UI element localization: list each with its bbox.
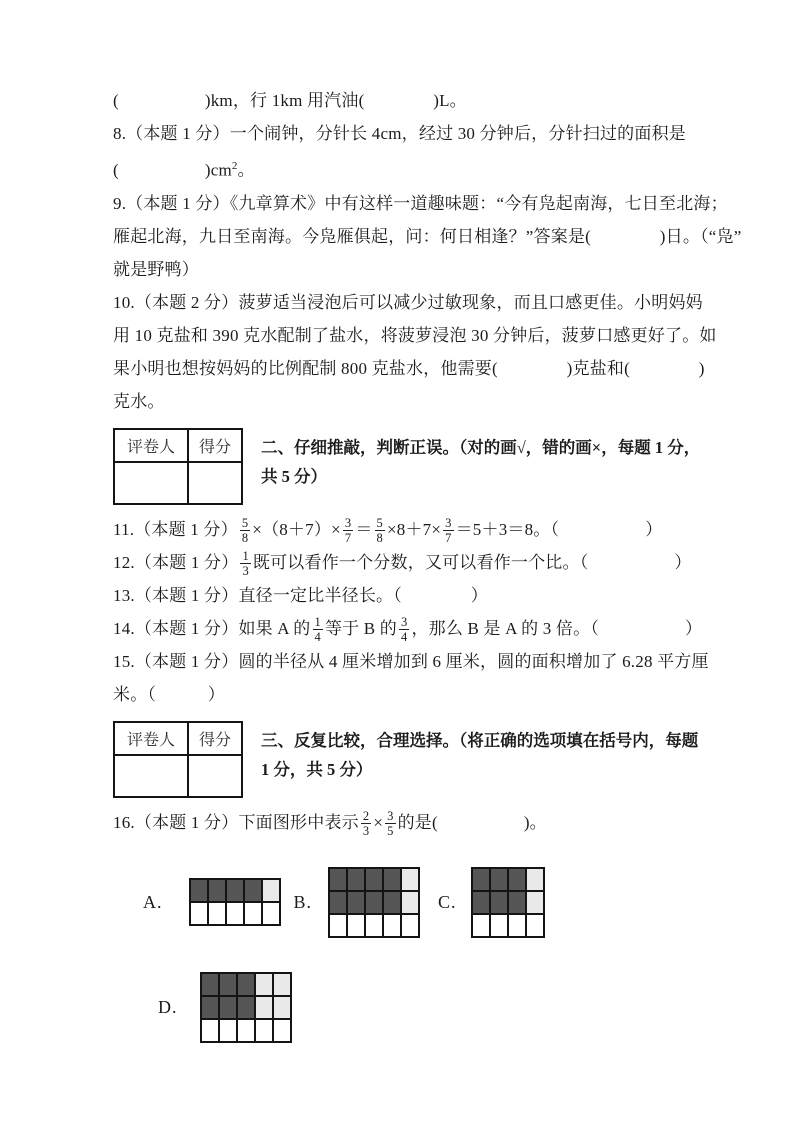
grid-cell [238,997,256,1020]
option-d [158,972,292,1043]
score-header-cell: 得分 [188,429,242,462]
grid-cell [348,915,366,938]
option-c-label: C. [438,891,457,912]
grid-cell [274,1020,292,1043]
grid-cell [509,892,527,915]
text-line: 共 5 分） [261,466,327,486]
grid-row [473,892,545,915]
option-d-label: D. [158,996,178,1017]
fraction: $\frac{1}{3}$ [242,548,249,578]
fraction: $\frac{3}{7}$ [344,515,352,545]
fraction: $\frac{3}{4}$ [401,614,408,644]
grid-cell [202,997,220,1020]
text-line: 用 10 克盐和 390 克水配制了盐水，将菠萝浸泡 30 分钟后，菠萝口感更好了。如 [113,325,717,345]
grid-row [191,903,281,926]
text-line: 1 分，共 5 分） [261,759,373,779]
text-line: 12.（本题 1 分） $\frac{1}{3}$ 既可以看作一个分数，又可以看作一个比。（ ） [113,548,692,578]
grid-cell [473,869,491,892]
grid-cell [245,880,263,903]
option-b-grid [328,867,420,938]
grid-cell [256,1020,274,1043]
grid-cell [527,915,545,938]
text-line: 16.（本题 1 分）下面图形中表示 $\frac{2}{3}$ × $\frac{3}{5}$ 的是( )。 [113,808,547,838]
grader-header-cell: 评卷人 [114,429,188,462]
grid-cell [238,974,256,997]
choice-question-16 [113,806,687,839]
grid-cell [202,974,220,997]
grid-cell [245,903,263,926]
fraction: $\frac{2}{3}$ [362,808,370,838]
grader-blank-cell [114,462,188,504]
grid-row [202,1020,292,1043]
grid-cell [227,903,245,926]
grid-cell [209,903,227,926]
text-line: 克水。 [113,391,165,411]
grid-cell [348,892,366,915]
grid-cell [256,997,274,1020]
grid-cell [209,880,227,903]
grid-row [202,997,292,1020]
fraction: $\frac{1}{4}$ [314,614,321,644]
score-table-section-2 [113,428,243,505]
text-line: 13.（本题 1 分）直径一定比半径长。（ ） [113,585,488,605]
grid-cell [491,915,509,938]
grid-cell [402,869,420,892]
grid-cell [384,869,402,892]
section-3-header [113,721,699,798]
judgment-questions-block [113,513,709,711]
score-header-cell: 得分 [188,722,242,755]
options-row-abc [113,867,687,938]
grid-cell [348,869,366,892]
grid-row [330,869,420,892]
grid-cell [274,974,292,997]
grid-cell [366,915,384,938]
fill-in-questions-block [113,84,742,418]
grid-cell [220,1020,238,1043]
text-line: 9.（本题 1 分）《九章算术》中有这样一道趣味题：“今有凫起南海，七日至北海； [113,193,728,213]
grid-cell [491,869,509,892]
section-3-title [261,721,698,784]
text-line: 8.（本题 1 分）一个闹钟，分针长 4cm，经过 30 分钟后，分针扫过的面积是 [113,124,686,143]
text-line: 10.（本题 2 分）菠萝适当浸泡后可以减少过敏现象，而且口感更佳。小明妈妈 [113,292,703,312]
text-line: 二、仔细推敲，判断正误。（对的画√，错的画×，每题 1 分， [261,437,701,457]
fraction: $\frac{5}{8}$ [241,515,249,545]
grid-cell [473,915,491,938]
grid-cell [220,974,238,997]
grid-cell [509,915,527,938]
grid-cell [402,915,420,938]
grid-row [330,892,420,915]
score-blank-cell [188,462,242,504]
score-blank-cell [188,755,242,797]
option-a-grid [189,878,281,926]
grid-cell [227,880,245,903]
grid-cell [220,997,238,1020]
option-c [438,867,545,938]
fraction: $\frac{3}{7}$ [445,515,452,545]
text-line: ( )$cm^2$。 [113,160,255,180]
option-c-grid [471,867,545,938]
grid-cell [191,880,209,903]
grid-row [473,869,545,892]
option-b-label: B. [293,891,313,912]
grid-cell [330,869,348,892]
grader-header-cell: 评卷人 [114,722,188,755]
grid-cell [491,892,509,915]
grid-cell [402,892,420,915]
grid-row [191,880,281,903]
grid-cell [384,915,402,938]
grid-row [330,915,420,938]
grid-cell [238,1020,256,1043]
text-line: 14.（本题 1 分）如果 A 的 $\frac{1}{4}$ 等于 B 的 $\frac{3}{4}$ ，那么 B 是 A 的 3 倍。（ ） [113,614,703,644]
grid-cell [366,892,384,915]
superscript: 2 [231,160,238,172]
text-line: 就是野鸭） [113,259,199,279]
option-b [294,867,421,938]
grid-cell [202,1020,220,1043]
text-line: 雁起北海，九日至南海。今凫雁俱起，问：何日相逢？”答案是( )日。（“凫” [113,226,742,246]
grid-row [202,974,292,997]
grid-row [473,915,545,938]
grid-cell [509,869,527,892]
text-line: 米。（ ） [113,684,225,704]
grid-cell [473,892,491,915]
text-line: 15.（本题 1 分）圆的半径从 4 厘米增加到 6 厘米，圆的面积增加了 6.28 平方厘 [113,651,709,671]
grid-cell [263,903,281,926]
grid-cell [527,869,545,892]
text-line: ( )km，行 1km 用汽油( )L。 [113,91,467,110]
grader-blank-cell [114,755,188,797]
grid-cell [274,997,292,1020]
section-2-title [261,428,700,491]
grid-cell [527,892,545,915]
grid-cell [191,903,209,926]
score-table-section-3 [113,721,243,798]
fraction: $\frac{5}{8}$ [376,515,383,545]
options-row-d [113,972,687,1043]
option-a [143,878,281,926]
grid-cell [330,892,348,915]
grid-cell [263,880,281,903]
text-line: 11.（本题 1 分） $\frac{5}{8}$ ×（8＋7）× $\frac{3}{7}$ ＝ $\frac{5}{8}$ ×8＋7× $\frac{3}{7}$ ＝5＋3＝8。（ ） [113,515,663,545]
text-line: 三、反复比较，合理选择。（将正确的选项填在括号内，每题 [261,730,699,750]
grid-cell [384,892,402,915]
grid-cell [366,869,384,892]
fraction: $\frac{3}{5}$ [387,808,394,838]
text-line: 果小明也想按妈妈的比例配制 800 克盐水，他需要( )克盐和( ) [113,358,705,378]
grid-cell [330,915,348,938]
section-2-header [113,428,701,505]
option-d-grid [200,972,292,1043]
grid-cell [256,974,274,997]
option-a-label: A. [143,891,163,912]
